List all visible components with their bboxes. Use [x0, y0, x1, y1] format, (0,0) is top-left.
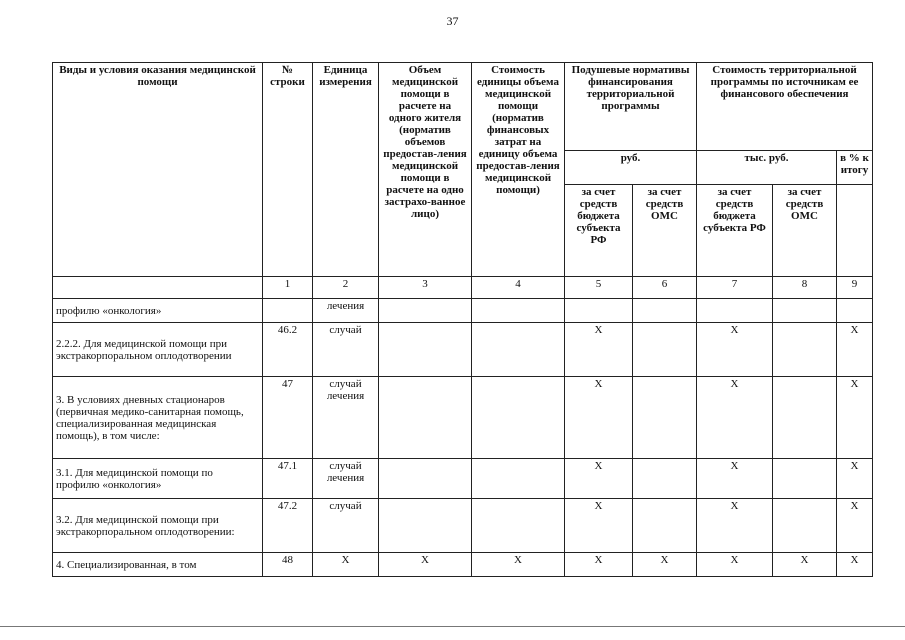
cell-total-budget: Х [697, 377, 773, 459]
medical-care-table [52, 62, 873, 577]
cell-volume: Х [379, 553, 472, 577]
cell-total-budget: Х [697, 459, 773, 499]
cell-per-capita-budget: Х [565, 553, 633, 577]
row-unit: случай лечения [313, 377, 379, 459]
cell-total-budget [697, 299, 773, 323]
column-number: 9 [837, 277, 873, 299]
cell-cost [472, 459, 565, 499]
column-number: 8 [773, 277, 837, 299]
row-unit: Х [313, 553, 379, 577]
header-col-volume: Объем медицинской помощи в расчете на одного жителя (норматив объемов предостав-ления медицинской помощи в расчете на одно застрахо-ванное лицо) [379, 63, 472, 277]
column-number: 4 [472, 277, 565, 299]
cell-total-oms [773, 323, 837, 377]
header-unit-percent: в % к итогу [837, 151, 873, 185]
cell-volume [379, 323, 472, 377]
table-row [53, 459, 873, 499]
cell-total-budget: Х [697, 323, 773, 377]
column-number-empty [53, 277, 263, 299]
page-bottom-rule [0, 626, 905, 627]
row-name: 3.2. Для медицинской помощи при экстракорпоральном оплодотворении: [53, 499, 263, 553]
cell-total-budget: Х [697, 499, 773, 553]
cell-percent: Х [837, 553, 873, 577]
header-budget-source-rub: за счет средств бюджета субъекта РФ [565, 185, 633, 277]
cell-volume [379, 377, 472, 459]
cell-percent: Х [837, 459, 873, 499]
cell-volume [379, 459, 472, 499]
cell-percent: Х [837, 499, 873, 553]
cell-per-capita-oms: Х [633, 553, 697, 577]
header-budget-source-thousand: за счет средств бюджета субъекта РФ [697, 185, 773, 277]
row-number: 47 [263, 377, 313, 459]
cell-percent: Х [837, 377, 873, 459]
cell-cost [472, 323, 565, 377]
column-number: 7 [697, 277, 773, 299]
cell-per-capita-oms [633, 499, 697, 553]
table-row [53, 299, 873, 323]
row-number: 46.2 [263, 323, 313, 377]
header-unit-rub: руб. [565, 151, 697, 185]
header-unit-thousand-rub: тыс. руб. [697, 151, 837, 185]
row-name: профилю «онкология» [53, 299, 263, 323]
header-col-unit: Единица измерения [313, 63, 379, 277]
header-percent-empty [837, 185, 873, 277]
header-col-total-cost: Стоимость территориальной программы по источникам ее финансового обеспечения [697, 63, 873, 151]
cell-total-oms [773, 499, 837, 553]
cell-cost [472, 499, 565, 553]
row-unit: случай лечения [313, 459, 379, 499]
cell-per-capita-budget [565, 299, 633, 323]
column-number: 6 [633, 277, 697, 299]
cell-total-oms: Х [773, 553, 837, 577]
column-number: 3 [379, 277, 472, 299]
cell-volume [379, 299, 472, 323]
row-unit: случай [313, 499, 379, 553]
cell-cost [472, 377, 565, 459]
table-row [53, 377, 873, 459]
row-number [263, 299, 313, 323]
cell-total-oms [773, 299, 837, 323]
row-unit: лечения [313, 299, 379, 323]
header-col-row-no: № строки [263, 63, 313, 277]
column-number: 5 [565, 277, 633, 299]
cell-per-capita-budget: Х [565, 459, 633, 499]
row-unit: случай [313, 323, 379, 377]
cell-cost: Х [472, 553, 565, 577]
row-number: 48 [263, 553, 313, 577]
header-oms-source-rub: за счет средств ОМС [633, 185, 697, 277]
cell-per-capita-budget: Х [565, 499, 633, 553]
cell-per-capita-oms [633, 299, 697, 323]
row-name: 2.2.2. Для медицинской помощи при экстракорпоральном оплодотворении [53, 323, 263, 377]
cell-volume [379, 499, 472, 553]
cell-total-oms [773, 459, 837, 499]
cell-per-capita-oms [633, 323, 697, 377]
header-col-name: Виды и условия оказания медицинской помощи [53, 63, 263, 277]
row-name: 4. Специализированная, в том [53, 553, 263, 577]
cell-total-oms [773, 377, 837, 459]
table-row [53, 553, 873, 577]
header-oms-source-thousand: за счет средств ОМС [773, 185, 837, 277]
cell-percent [837, 299, 873, 323]
table-row [53, 499, 873, 553]
table-row [53, 323, 873, 377]
row-number: 47.1 [263, 459, 313, 499]
column-number: 2 [313, 277, 379, 299]
row-name: 3. В условиях дневных стационаров (первичная медико-санитарная помощь, специализированная медицинская помощь), в том числе: [53, 377, 263, 459]
cell-cost [472, 299, 565, 323]
cell-per-capita-budget: Х [565, 377, 633, 459]
row-name: 3.1. Для медицинской помощи по профилю «онкология» [53, 459, 263, 499]
page-number: 37 [446, 14, 459, 28]
cell-per-capita-budget: Х [565, 323, 633, 377]
column-number: 1 [263, 277, 313, 299]
cell-per-capita-oms [633, 377, 697, 459]
cell-percent: Х [837, 323, 873, 377]
row-number: 47.2 [263, 499, 313, 553]
cell-total-budget: Х [697, 553, 773, 577]
header-col-per-capita: Подушевые нормативы финансирования территориальной программы [565, 63, 697, 151]
header-col-cost: Стоимость единицы объема медицинской помощи (норматив финансовых затрат на единицу объема предостав-ления медицинской помощи) [472, 63, 565, 277]
cell-per-capita-oms [633, 459, 697, 499]
